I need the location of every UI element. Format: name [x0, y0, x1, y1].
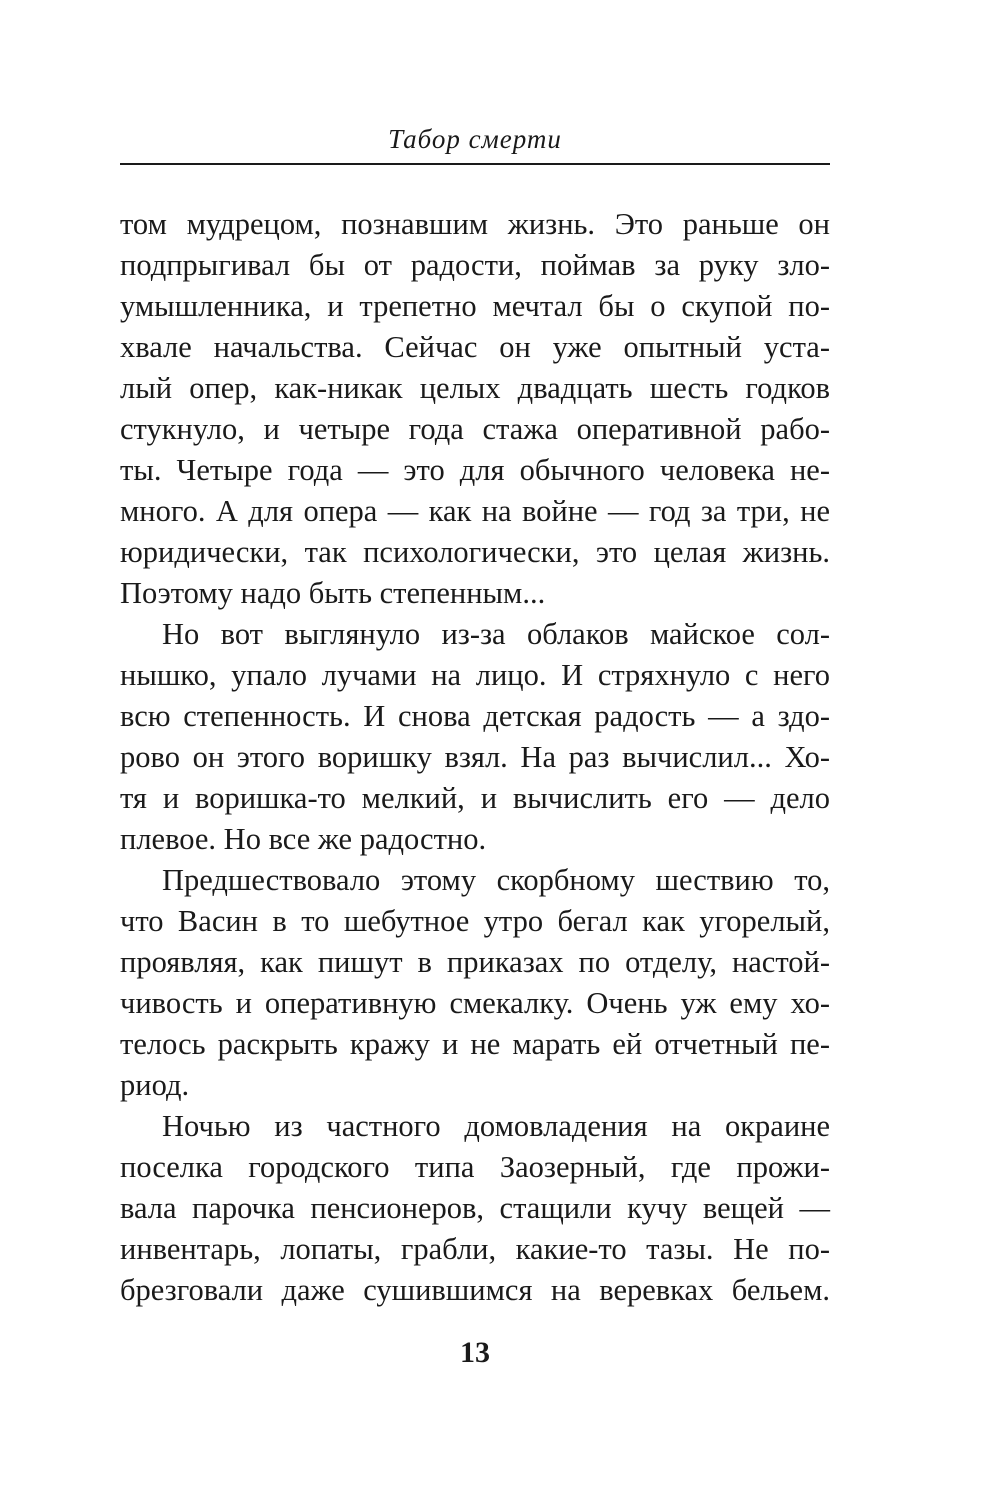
header-rule [120, 163, 830, 165]
text-line: подпрыгивал бы от радости, поймав за руку зло- [120, 248, 830, 282]
running-head: Табор смерти [388, 124, 562, 154]
text-line: ты. Четыре года — это для обычного человека не- [120, 453, 830, 487]
text-line: Предшествовало этому скорбному шествию то, [162, 863, 830, 897]
text-line: юридически, так психологически, это целая жизнь. [120, 535, 830, 569]
text-line: поселка городского типа Заозерный, где прожи- [120, 1150, 830, 1184]
text-line: Но вот выглянуло из-за облаков майское сол- [162, 617, 830, 651]
text-line: брезговали даже сушившимся на веревках бельем. [120, 1273, 830, 1307]
text-line: рово он этого воришку взял. На раз вычислил... Хо- [120, 740, 830, 774]
paragraph [120, 860, 830, 1106]
text-line: стукнуло, и четыре года стажа оперативной рабо- [120, 412, 830, 446]
body-text [120, 204, 830, 1311]
paragraph [120, 1106, 830, 1311]
text-line: том мудрецом, познавшим жизнь. Это раньше он [120, 207, 830, 241]
text-line: вала парочка пенсионеров, стащили кучу вещей — [120, 1191, 830, 1225]
text-line: проявляя, как пишут в приказах по отделу, настой- [120, 945, 830, 979]
text-line: лый опер, как-никак целых двадцать шесть годков [120, 371, 830, 405]
paragraph [120, 204, 830, 614]
text-line: плевое. Но все же радостно. [120, 822, 487, 856]
text-line: умышленника, и трепетно мечтал бы о скупой по- [120, 289, 830, 323]
text-line: инвентарь, лопаты, грабли, какие-то тазы. Не по- [120, 1232, 830, 1266]
text-line: что Васин в то шебутное утро бегал как угорелый, [120, 904, 830, 938]
paragraph [120, 614, 830, 860]
page-number: 13 [460, 1336, 490, 1369]
text-line: хвале начальства. Сейчас он уже опытный уста- [120, 330, 830, 364]
text-line: Ночью из частного домовладения на окраине [162, 1109, 830, 1143]
text-line: Поэтому надо быть степенным... [120, 576, 546, 610]
text-line: всю степенность. И снова детская радость — а здо- [120, 699, 830, 733]
text-line: много. А для опера — как на войне — год за три, не [120, 494, 830, 528]
text-line: нышко, упало лучами на лицо. И стряхнуло с него [120, 658, 830, 692]
text-line: телось раскрыть кражу и не марать ей отчетный пе- [120, 1027, 830, 1061]
text-line: тя и воришка-то мелкий, и вычислить его — дело [120, 781, 830, 815]
text-line: риод. [120, 1068, 190, 1102]
text-line: чивость и оперативную смекалку. Очень уж ему хо- [120, 986, 830, 1020]
